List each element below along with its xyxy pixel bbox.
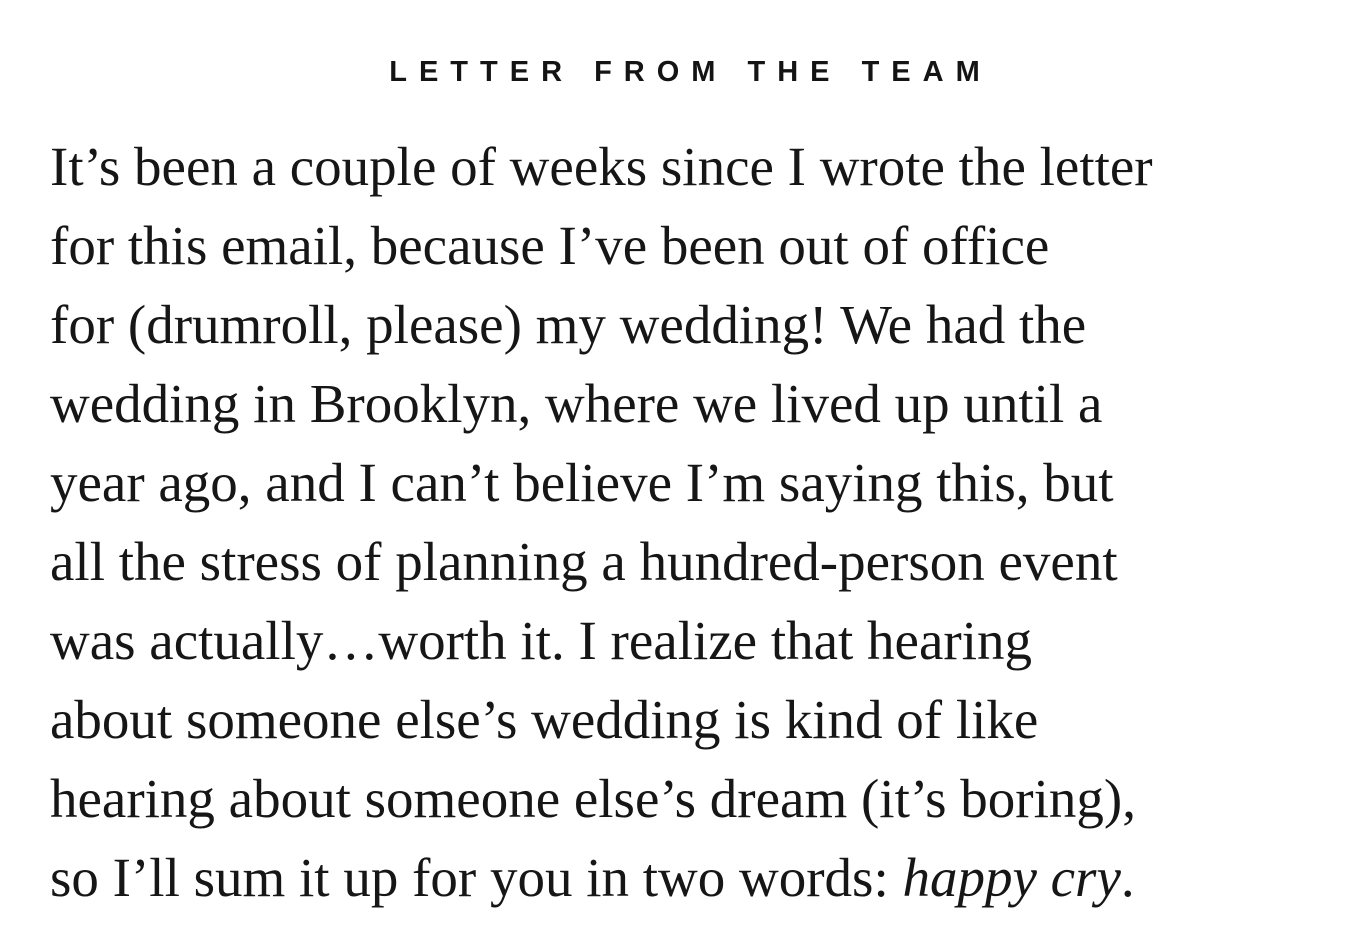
paragraph-line: hearing about someone else’s dream (it’s boring), (50, 768, 1136, 829)
final-line-suffix: . (1120, 847, 1135, 908)
paragraph-line: for this email, because I’ve been out of office (50, 215, 1050, 276)
section-heading: LETTER FROM THE TEAM (389, 56, 992, 88)
paragraph-line: was actually…worth it. I realize that hearing (50, 610, 1032, 671)
paragraph-line: about someone else’s wedding is kind of like (50, 689, 1039, 750)
paragraph-line: It’s been a couple of weeks since I wrote the letter (50, 136, 1153, 197)
paragraph-line-final (50, 838, 1325, 917)
paragraph-line: for (drumroll, please) my wedding! We had the (50, 294, 1087, 355)
paragraph-line: wedding in Brooklyn, where we lived up until a (50, 373, 1103, 434)
final-line-prefix: so I’ll sum it up for you in two words: (50, 847, 903, 908)
paragraph-line: all the stress of planning a hundred-person event (50, 531, 1118, 592)
italic-phrase: happy cry (902, 847, 1121, 908)
paragraph-line: year ago, and I can’t believe I’m saying this, but (50, 452, 1114, 513)
letter-paragraph (50, 127, 1325, 917)
